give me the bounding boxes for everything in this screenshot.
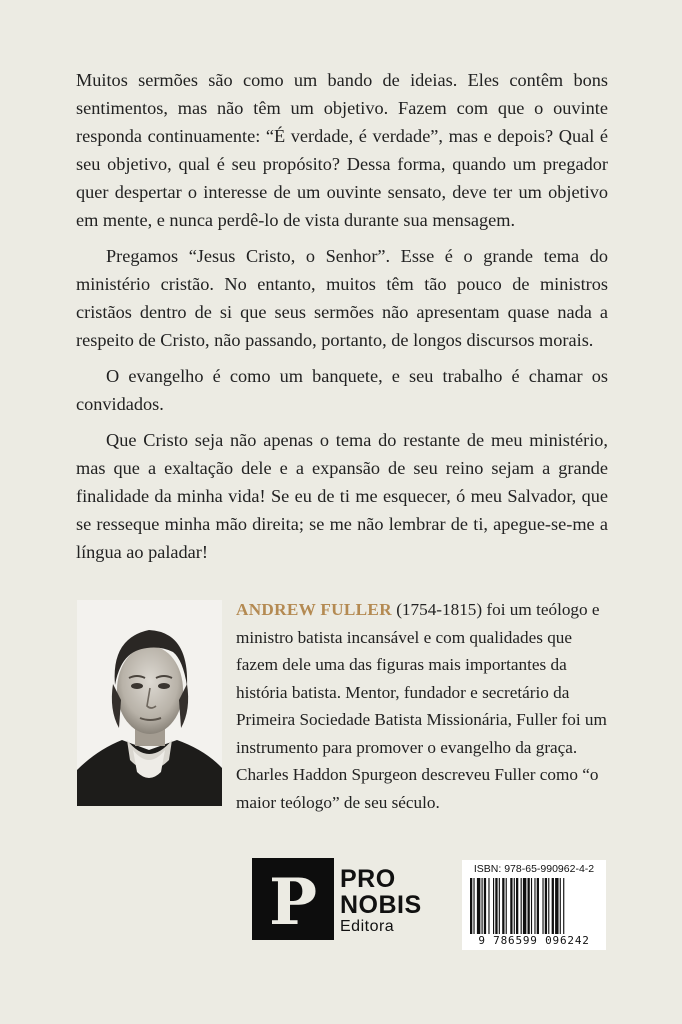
barcode-bar	[528, 878, 530, 934]
barcode-bar	[514, 878, 515, 934]
barcode-bar	[521, 878, 522, 934]
barcode-bar	[537, 878, 539, 934]
barcode-bars	[470, 878, 598, 934]
barcode-bar	[502, 878, 504, 934]
paragraph-3: O evangelho é como um banquete, e seu trabalho é chamar os convidados.	[76, 366, 608, 414]
barcode-bar	[477, 878, 480, 934]
barcode-bar	[499, 878, 500, 934]
barcode-bar	[506, 878, 507, 934]
barcode-bar	[531, 878, 532, 934]
barcode-bar	[510, 878, 512, 934]
publisher-badge	[252, 858, 334, 940]
paragraph-2: Pregamos “Jesus Cristo, o Senhor”. Esse é o grande tema do ministério cristão. No entanto, muitos têm tão pouco de ministros cristãos dentro de si que seus sermões não apresentam quase nada a respeito de Cristo, não passando, portanto, de longos discursos morais.	[76, 246, 608, 350]
author-bio-text: (1754-1815) foi um teólogo e ministro batista incansável e com qualidades que fazem dele uma das figuras mais importantes da história batista. Mentor, fundador e secretário da Primeira Sociedade Batista Missionária, Fuller foi um instrumento para promover o evangelho da graça. Charles Haddon Spurgeon descreveu Fuller como “o maior teólogo” de seu século.	[236, 600, 607, 812]
barcode-bar	[523, 878, 526, 934]
barcode-bar	[493, 878, 494, 934]
barcode-bar	[542, 878, 543, 934]
barcode-bar	[552, 878, 554, 934]
barcode-digits: 9 786599 096242	[478, 934, 590, 947]
paragraph-1: Muitos sermões são como um bando de ideias. Eles contêm bons sentimentos, mas não têm um objetivo. Fazem com que o ouvinte responda continuamente: “É verdade, é verdade”, mas e depois? Qual é seu objetivo, qual é seu propósito? Dessa forma, quando um pregador quer despertar o interesse de um ouvinte sensato, deve ter um objetivo em mente, e nunca perdê-lo de vista durante sua mensagem.	[76, 70, 608, 230]
barcode-bar	[488, 878, 489, 934]
barcode-bar	[516, 878, 518, 934]
paragraph-4: Que Cristo seja não apenas o tema do restante de meu ministério, mas que a exaltação dele e a expansão de seu reino sejam a grande finalidade da minha vida! Se eu de ti me esquecer, ó meu Salvador, que se resseque minha mão direita; se me não lembrar de ti, apegue-se-me a língua ao paladar!	[76, 430, 608, 562]
publisher-name-line3: Editora	[340, 918, 395, 935]
isbn-label: ISBN: 978-65-990962-4-2	[473, 863, 595, 875]
barcode-bar	[495, 878, 497, 934]
barcode-bar	[534, 878, 535, 934]
barcode-bar	[560, 878, 561, 934]
barcode-bar	[482, 878, 483, 934]
publisher-name-line1: PRO	[340, 865, 396, 893]
publisher-badge-letter: P	[268, 865, 318, 940]
barcode-bar	[555, 878, 558, 934]
publisher-name-line2: NOBIS	[340, 891, 422, 919]
barcode-bar	[545, 878, 547, 934]
isbn-barcode	[462, 860, 606, 950]
barcode-bar	[484, 878, 486, 934]
author-portrait	[77, 600, 222, 806]
barcode-bar	[473, 878, 474, 934]
author-bio	[236, 596, 608, 816]
author-name: ANDREW FULLER	[236, 600, 392, 619]
barcode-bar	[563, 878, 564, 934]
barcode-bar	[470, 878, 472, 934]
back-cover-text	[76, 66, 608, 574]
barcode-bar	[548, 878, 549, 934]
publisher-logo	[252, 858, 442, 940]
